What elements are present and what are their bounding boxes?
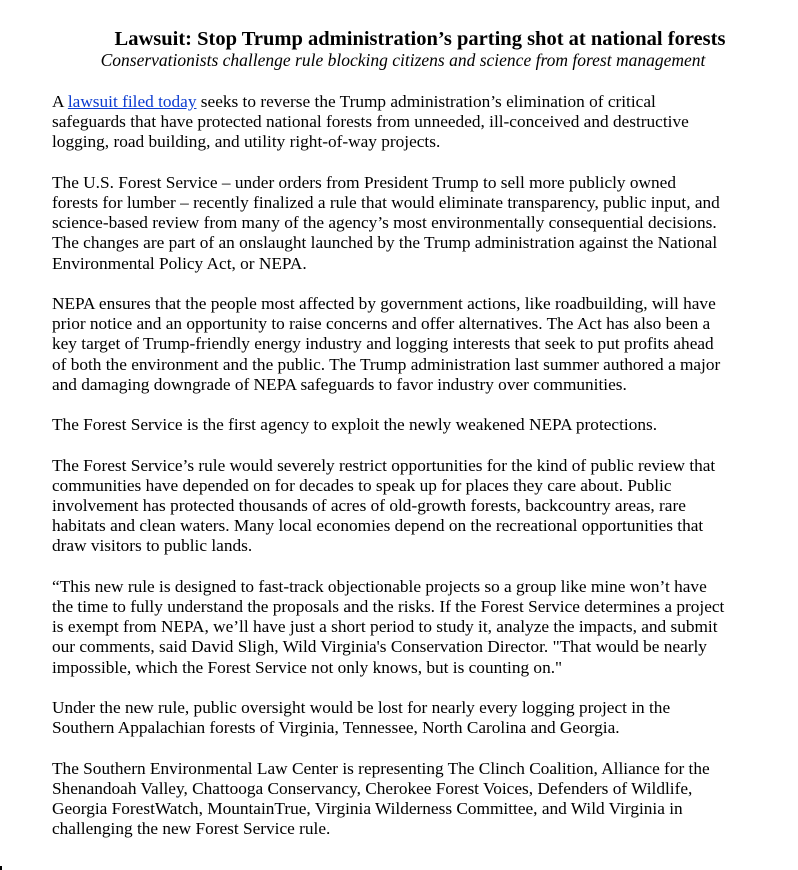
text-segment: A — [52, 92, 68, 111]
text-line: The Forest Service’s rule would severely restrict opportunities for the kind of public review that — [52, 455, 716, 475]
text-line: NEPA ensures that the people most affected by government actions, like roadbuilding, will have — [52, 294, 716, 313]
text-line: and damaging downgrade of NEPA safeguards to favor industry over communities. — [52, 374, 627, 394]
text-line — [52, 92, 772, 112]
margin-mark — [0, 866, 2, 870]
text-line: key target of Trump-friendly energy industry and logging interests that seek to put profits ahead — [52, 334, 714, 354]
paragraph-nepa — [52, 294, 772, 395]
lawsuit-link[interactable]: lawsuit filed today — [67, 92, 197, 111]
paragraph-first-agency — [52, 415, 772, 435]
text-line: Environmental Policy Act, or NEPA. — [52, 253, 307, 273]
paragraph-public-review — [52, 456, 772, 557]
text-line: draw visitors to public lands. — [52, 536, 253, 556]
document-title: Lawsuit: Stop Trump administration’s parting shot at national forests — [114, 28, 726, 50]
paragraph-lawsuit-intro — [52, 92, 772, 153]
text-line: is exempt from NEPA, we’ll have just a short period to study it, analyze the impacts, and submit — [52, 617, 718, 637]
text-line: the time to fully understand the proposals and the risks. If the Forest Service determines a project — [52, 597, 725, 616]
text-line: of both the environment and the public. The Trump administration last summer authored a major — [52, 354, 721, 374]
text-segment: seeks to reverse the Trump administration’s elimination of critical — [196, 92, 656, 111]
text-line: involvement has protected thousands of acres of old-growth forests, backcountry areas, rare — [52, 496, 686, 515]
text-line: impossible, which the Forest Service not only knows, but is counting on." — [52, 657, 563, 677]
paragraph-selc — [52, 759, 772, 840]
text-line: “This new rule is designed to fast-track objectionable projects so a group like mine won’t have — [52, 576, 707, 596]
text-line: The Southern Environmental Law Center is representing The Clinch Coalition, Alliance for the — [52, 758, 710, 778]
text-line: habitats and clean waters. Many local economies depend on the recreational opportunities that — [52, 516, 704, 536]
text-line: our comments, said David Sligh, Wild Virginia's Conservation Director. "That would be nearly — [52, 637, 707, 657]
text-line: The changes are part of an onslaught launched by the Trump administration against the National — [52, 233, 718, 253]
text-line: forests for lumber – recently finalized a rule that would eliminate transparency, public input, and — [52, 193, 720, 212]
text-line: The U.S. Forest Service – under orders from President Trump to sell more publicly owned — [52, 172, 676, 192]
text-line: Southern Appalachian forests of Virginia, Tennessee, North Carolina and Georgia. — [52, 718, 620, 738]
text-line: Georgia ForestWatch, MountainTrue, Virginia Wilderness Committee, and Wild Virginia in — [52, 799, 683, 818]
paragraph-forest-service-rule — [52, 173, 772, 274]
document-body — [52, 92, 772, 860]
text-line: science-based review from many of the agency’s most environmentally consequential decisions. — [52, 213, 717, 233]
paragraph-quote — [52, 577, 772, 678]
text-line: challenging the new Forest Service rule. — [52, 819, 331, 839]
text-line: The Forest Service is the first agency to exploit the newly weakened NEPA protections. — [52, 415, 658, 435]
text-line: logging, road building, and utility right-of-way projects. — [52, 132, 441, 152]
text-line: communities have depended on for decades to speak up for places they care about. Public — [52, 475, 672, 495]
document-subtitle: Conservationists challenge rule blocking citizens and science from forest management — [100, 50, 706, 70]
text-line: Under the new rule, public oversight would be lost for nearly every logging project in the — [52, 698, 671, 717]
text-line: prior notice and an opportunity to raise concerns and offer alternatives. The Act has also been a — [52, 314, 711, 334]
text-line: safeguards that have protected national forests from unneeded, ill-conceived and destructive — [52, 112, 689, 132]
text-line: Shenandoah Valley, Chattooga Conservancy, Cherokee Forest Voices, Defenders of Wildlife, — [52, 778, 693, 798]
paragraph-oversight — [52, 698, 772, 738]
